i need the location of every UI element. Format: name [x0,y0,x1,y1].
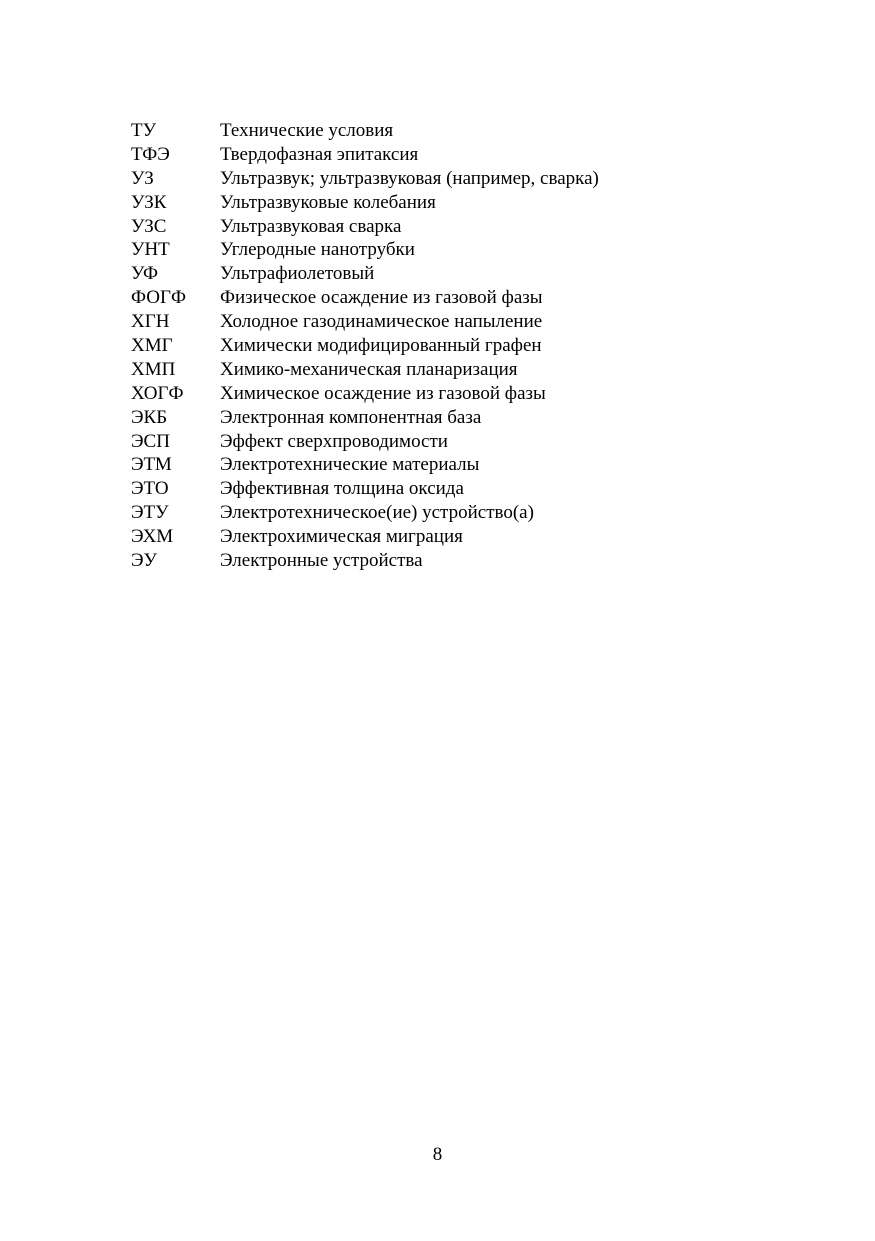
abbreviation-term: ХГН [131,311,170,333]
abbreviation-definition: Электрохимическая миграция [220,526,463,548]
abbreviation-term: УЗС [131,215,167,237]
abbreviation-term: ЭСП [131,430,170,452]
abbreviation-row [131,310,599,334]
abbreviation-row [131,477,599,501]
abbreviation-definition: Электронные устройства [220,550,423,572]
abbreviation-row [131,430,599,454]
abbreviation-term: ЭКБ [131,406,168,428]
abbreviation-row [131,501,599,525]
abbreviation-definition: Твердофазная эпитаксия [220,143,419,165]
abbreviation-row [131,549,599,573]
abbreviation-definition: Технические условия [220,120,394,141]
abbreviation-term: УФ [131,263,159,285]
abbreviation-term: ТУ [131,120,157,141]
abbreviation-definition: Ультразвуковая сварка [220,215,402,237]
abbreviation-definition: Углеродные нанотрубки [220,239,415,261]
abbreviation-row [131,262,599,286]
abbreviation-row [131,215,599,239]
abbreviation-list [131,119,599,573]
abbreviation-term: ЭТО [131,478,169,500]
abbreviation-row [131,525,599,549]
abbreviation-row [131,119,599,143]
abbreviation-definition: Химическое осаждение из газовой фазы [220,382,546,404]
abbreviation-row [131,453,599,477]
abbreviation-row [131,334,599,358]
abbreviation-term: ТФЭ [131,143,170,165]
abbreviation-term: ХМП [131,358,176,380]
abbreviation-term: ЭТУ [131,502,169,524]
abbreviation-row [131,143,599,167]
abbreviation-row [131,286,599,310]
abbreviation-term: УНТ [131,239,170,261]
abbreviation-definition: Эффективная толщина оксида [220,478,464,500]
abbreviation-term: ФОГФ [131,287,186,309]
abbreviation-row [131,358,599,382]
abbreviation-definition: Электротехнические материалы [220,454,480,476]
abbreviation-definition: Эффект сверхпроводимости [220,430,448,452]
abbreviation-definition: Физическое осаждение из газовой фазы [220,287,543,309]
abbreviation-definition: Химико-механическая планаризация [220,358,518,380]
abbreviation-definition: Электротехническое(ие) устройство(а) [220,502,534,524]
abbreviation-definition: Электронная компонентная база [220,406,482,428]
abbreviation-term: ХОГФ [131,382,184,404]
abbreviation-term: ЭХМ [131,526,174,548]
page-number: 8 [432,1144,443,1165]
abbreviation-term: ЭУ [131,550,157,572]
abbreviation-row [131,406,599,430]
abbreviation-row [131,191,599,215]
abbreviation-term: УЗ [131,167,154,189]
abbreviation-term: УЗК [131,191,167,213]
abbreviation-row [131,382,599,406]
abbreviation-definition: Химически модифицированный графен [220,335,542,357]
abbreviation-row [131,167,599,191]
abbreviation-definition: Ультрафиолетовый [220,263,375,285]
abbreviation-term: ЭТМ [131,454,172,476]
abbreviation-term: ХМГ [131,335,173,357]
abbreviation-definition: Ультразвук; ультразвуковая (например, сварка) [220,167,599,189]
abbreviation-definition: Холодное газодинамическое напыление [220,311,543,333]
abbreviation-definition: Ультразвуковые колебания [220,191,436,213]
abbreviation-row [131,238,599,262]
